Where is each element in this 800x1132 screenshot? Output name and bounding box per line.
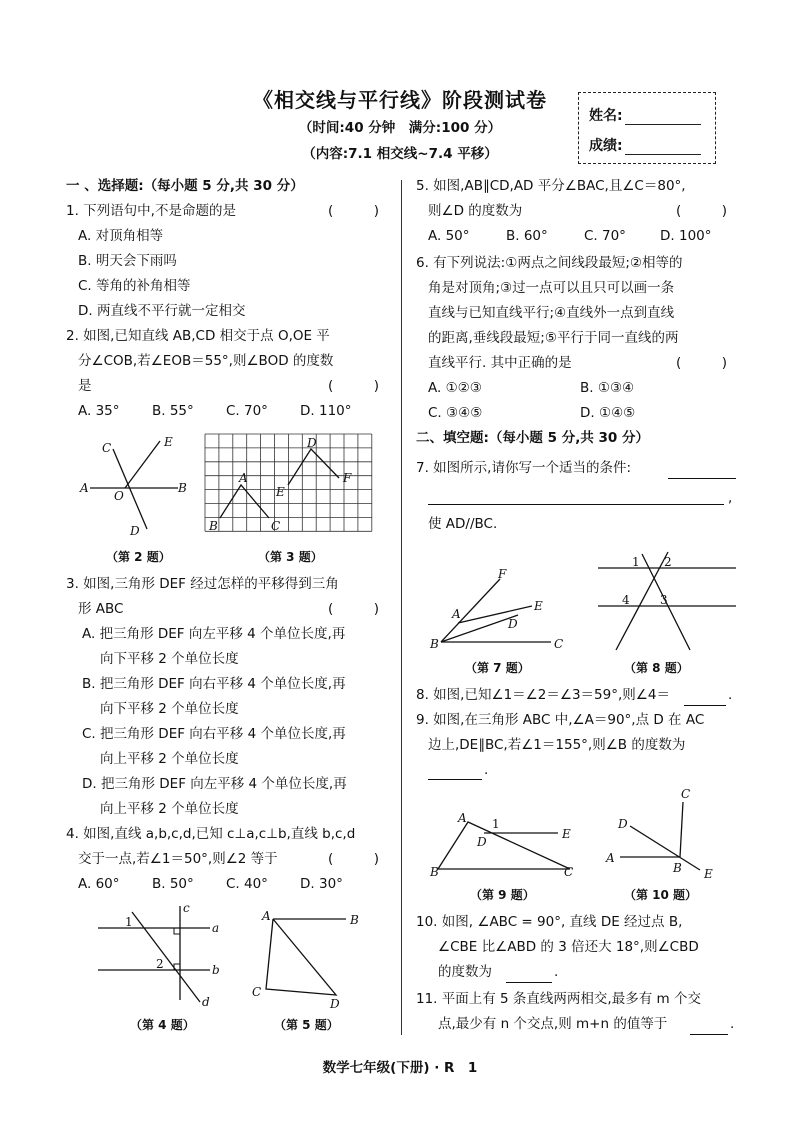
q6-option-d: D. ①④⑤	[580, 405, 636, 421]
q7-answer-blank-1[interactable]	[668, 462, 736, 479]
fig9-label-a: A	[458, 811, 467, 825]
q2-answer-paren[interactable]: ( )	[328, 378, 380, 394]
line-ae	[458, 606, 532, 623]
fig4-caption: （第 4 题）	[130, 1018, 195, 1032]
fig8-label-3: 3	[660, 593, 668, 607]
fig7-label-f: F	[498, 567, 507, 581]
fig4-label-2: 2	[156, 957, 164, 971]
figure-4	[94, 902, 234, 1014]
fig4-label-d: d	[202, 995, 210, 1009]
page-footer: 数学七年级(下册) · R 1	[322, 1060, 478, 1076]
triangle-abc	[438, 822, 570, 869]
q6-line1: 6. 有下列说法:①两点之间线段最短;②相等的	[416, 255, 683, 271]
q11-period: .	[730, 1016, 735, 1032]
fig3-label-a: A	[239, 471, 248, 485]
q6-line4: 的距离,垂线段最短;⑤平行于同一直线的两	[428, 330, 679, 346]
q7-comma: ,	[728, 490, 733, 506]
q2-line3: 是	[78, 378, 92, 394]
score-label: 成绩:	[589, 138, 623, 154]
q4-option-b: B. 50°	[152, 876, 194, 892]
q2-line2: 分∠COB,若∠EOB＝55°,则∠BOD 的度数	[78, 353, 334, 369]
q11-line2: 点,最少有 n 个交点,则 m+n 的值等于	[438, 1016, 668, 1032]
time-info: （时间:40 分钟 满分:100 分）	[298, 120, 502, 136]
q10-answer-blank[interactable]	[506, 966, 552, 983]
fig2-label-b: B	[178, 481, 187, 495]
q5-option-c: C. 70°	[584, 228, 626, 244]
q9-line1: 9. 如图,在三角形 ABC 中,∠A＝90°,点 D 在 AC	[416, 712, 705, 728]
fig2-label-o: O	[114, 489, 124, 503]
q2-option-d: D. 110°	[300, 403, 352, 419]
fig8-label-1: 1	[632, 555, 640, 569]
name-score-box	[578, 92, 716, 164]
fig4-label-1: 1	[125, 915, 133, 929]
q4-option-a: A. 60°	[78, 876, 120, 892]
fig8-caption: （第 8 题）	[624, 661, 689, 675]
q7-line1: 7. 如图所示,请你写一个适当的条件:	[416, 460, 632, 476]
q2-option-c: C. 70°	[226, 403, 268, 419]
figure-10	[600, 784, 730, 882]
q2-option-a: A. 35°	[78, 403, 120, 419]
q3-line2: 形 ABC	[78, 601, 124, 617]
content-info: （内容:7.1 相交线~7.4 平移）	[302, 146, 498, 162]
score-field[interactable]	[625, 140, 701, 155]
q3-option-b1: B. 把三角形 DEF 向右平移 4 个单位长度,再	[82, 676, 346, 692]
ray-bc	[680, 802, 683, 857]
fig7-label-d: D	[508, 617, 518, 631]
line-d	[132, 912, 200, 1002]
fig7-label-a: A	[452, 607, 461, 621]
q6-option-a: A. ①②③	[428, 380, 482, 396]
fig2-label-d: D	[130, 524, 140, 538]
fig7-label-c: C	[554, 637, 564, 651]
q3-option-b2: 向下平移 2 个单位长度	[100, 701, 239, 717]
fig3-caption: （第 3 题）	[258, 550, 323, 564]
q5-line2: 则∠D 的度数为	[428, 203, 523, 219]
fig9-caption: （第 9 题）	[470, 888, 535, 902]
section2-heading: 二、填空题:（每小题 5 分,共 30 分）	[416, 430, 650, 446]
q7-line3: 使 AD//BC.	[428, 516, 498, 532]
q3-option-c2: 向上平移 2 个单位长度	[100, 751, 239, 767]
triangle-def	[288, 449, 339, 485]
name-label: 姓名:	[589, 108, 623, 124]
fig9-label-b: B	[430, 865, 439, 879]
q10-line1: 10. 如图, ∠ABC = 90°, 直线 DE 经过点 B,	[416, 914, 683, 930]
q1-option-b: B. 明天会下雨吗	[78, 253, 177, 269]
fig10-caption: （第 10 题）	[624, 888, 698, 902]
fig8-label-2: 2	[664, 555, 672, 569]
fig10-label-e: E	[704, 867, 713, 881]
q8-line1: 8. 如图,已知∠1＝∠2＝∠3＝59°,则∠4＝	[416, 687, 670, 703]
q6-option-b: B. ①③④	[580, 380, 635, 396]
figure-9	[428, 808, 578, 880]
q3-option-a1: A. 把三角形 DEF 向左平移 4 个单位长度,再	[82, 626, 346, 642]
q10-line3: 的度数为	[438, 964, 492, 980]
q3-option-d2: 向上平移 2 个单位长度	[100, 801, 239, 817]
q10-line2: ∠CBE 比∠ABD 的 3 倍还大 18°,则∠CBD	[438, 939, 699, 955]
q5-line1: 5. 如图,AB∥CD,AD 平分∠BAC,且∠C＝80°,	[416, 178, 686, 194]
fig9-label-1: 1	[492, 817, 500, 831]
fig2-label-c: C	[102, 441, 112, 455]
fig5-label-b: B	[350, 913, 359, 927]
fig2-label-e: E	[164, 435, 173, 449]
fig3-label-e: E	[276, 485, 285, 499]
q6-answer-paren[interactable]: ( )	[676, 355, 728, 371]
q1-stem: 1. 下列语句中,不是命题的是	[66, 203, 236, 219]
fig3-label-d: D	[307, 436, 317, 450]
q3-option-c1: C. 把三角形 DEF 向右平移 4 个单位长度,再	[82, 726, 346, 742]
q11-line1: 11. 平面上有 5 条直线两两相交,最多有 m 个交	[416, 991, 701, 1007]
q6-line3: 直线与已知直线平行;④直线外一点到直线	[428, 305, 675, 321]
fig3-label-f: F	[343, 471, 352, 485]
q10-period: .	[554, 964, 559, 980]
fig5-label-a: A	[262, 909, 271, 923]
fig5-label-d: D	[330, 997, 340, 1010]
q1-option-d: D. 两直线不平行就一定相交	[78, 303, 246, 319]
figure-8	[594, 550, 744, 654]
q8-period: .	[728, 687, 733, 703]
q5-option-a: A. 50°	[428, 228, 470, 244]
line-de	[630, 826, 700, 870]
q2-option-b: B. 55°	[152, 403, 194, 419]
q9-period: .	[484, 762, 489, 778]
fig9-label-d: D	[477, 835, 487, 849]
fig10-label-b: B	[673, 861, 682, 875]
q7-answer-blank-2[interactable]	[428, 488, 724, 505]
fig8-label-4: 4	[622, 593, 630, 607]
q4-line1: 4. 如图,直线 a,b,c,d,已知 c⊥a,c⊥b,直线 b,c,d	[66, 826, 356, 842]
figure-5	[250, 906, 370, 1010]
q6-line2: 角是对顶角;③过一点可以且只可以画一条	[428, 280, 675, 296]
fig3-label-c: C	[271, 519, 281, 533]
fig7-caption: （第 7 题）	[465, 661, 530, 675]
q4-line2: 交于一点,若∠1＝50°,则∠2 等于	[78, 851, 278, 867]
figure-3	[203, 432, 383, 542]
q1-option-c: C. 等角的补角相等	[78, 278, 191, 294]
fig10-label-a: A	[606, 851, 615, 865]
q9-line2: 边上,DE∥BC,若∠1＝155°,则∠B 的度数为	[428, 737, 686, 753]
fig5-caption: （第 5 题）	[274, 1018, 339, 1032]
fig9-label-c: C	[564, 865, 574, 879]
fig9-label-e: E	[562, 827, 571, 841]
q4-answer-paren[interactable]: ( )	[328, 851, 380, 867]
right-angle-mark-a	[174, 928, 180, 934]
q3-option-d1: D. 把三角形 DEF 向左平移 4 个单位长度,再	[82, 776, 347, 792]
q1-answer-paren[interactable]: ( )	[328, 203, 380, 219]
q3-answer-paren[interactable]: ( )	[328, 601, 380, 617]
figure-acd	[266, 919, 336, 995]
fig4-label-c: c	[183, 902, 190, 915]
q5-option-b: B. 60°	[506, 228, 548, 244]
section1-heading: 一 、选择题:（每小题 5 分,共 30 分）	[66, 178, 304, 194]
fig10-label-d: D	[618, 817, 628, 831]
fig5-label-c: C	[252, 985, 262, 999]
q6-option-c: C. ③④⑤	[428, 405, 483, 421]
q11-answer-blank[interactable]	[690, 1018, 728, 1035]
q5-option-d: D. 100°	[660, 228, 712, 244]
fig7-label-b: B	[430, 637, 439, 651]
fig7-label-e: E	[534, 599, 543, 613]
q3-line1: 3. 如图,三角形 DEF 经过怎样的平移得到三角	[66, 576, 339, 592]
q4-option-c: C. 40°	[226, 876, 268, 892]
name-field[interactable]	[625, 110, 701, 125]
line-bf	[441, 579, 500, 642]
q1-option-a: A. 对顶角相等	[78, 228, 164, 244]
fig3-label-b: B	[209, 519, 218, 533]
q4-option-d: D. 30°	[300, 876, 343, 892]
q8-answer-blank[interactable]	[684, 689, 726, 706]
figure-2	[78, 432, 198, 542]
fig2-caption: （第 2 题）	[106, 550, 171, 564]
q9-answer-blank[interactable]	[428, 763, 482, 780]
q5-answer-paren[interactable]: ( )	[676, 203, 728, 219]
figure-7	[424, 562, 584, 654]
ray-oe	[125, 441, 160, 488]
q6-line5: 直线平行. 其中正确的是	[428, 355, 572, 371]
fig10-label-c: C	[681, 787, 691, 801]
fig4-label-b: b	[212, 963, 220, 977]
fig4-label-a: a	[212, 921, 220, 935]
q2-line1: 2. 如图,已知直线 AB,CD 相交于点 O,OE 平	[66, 328, 330, 344]
q3-option-a2: 向下平移 2 个单位长度	[100, 651, 239, 667]
fig2-label-a: A	[80, 481, 89, 495]
page-title: 《相交线与平行线》阶段测试卷	[253, 88, 547, 112]
column-divider	[401, 180, 402, 1035]
